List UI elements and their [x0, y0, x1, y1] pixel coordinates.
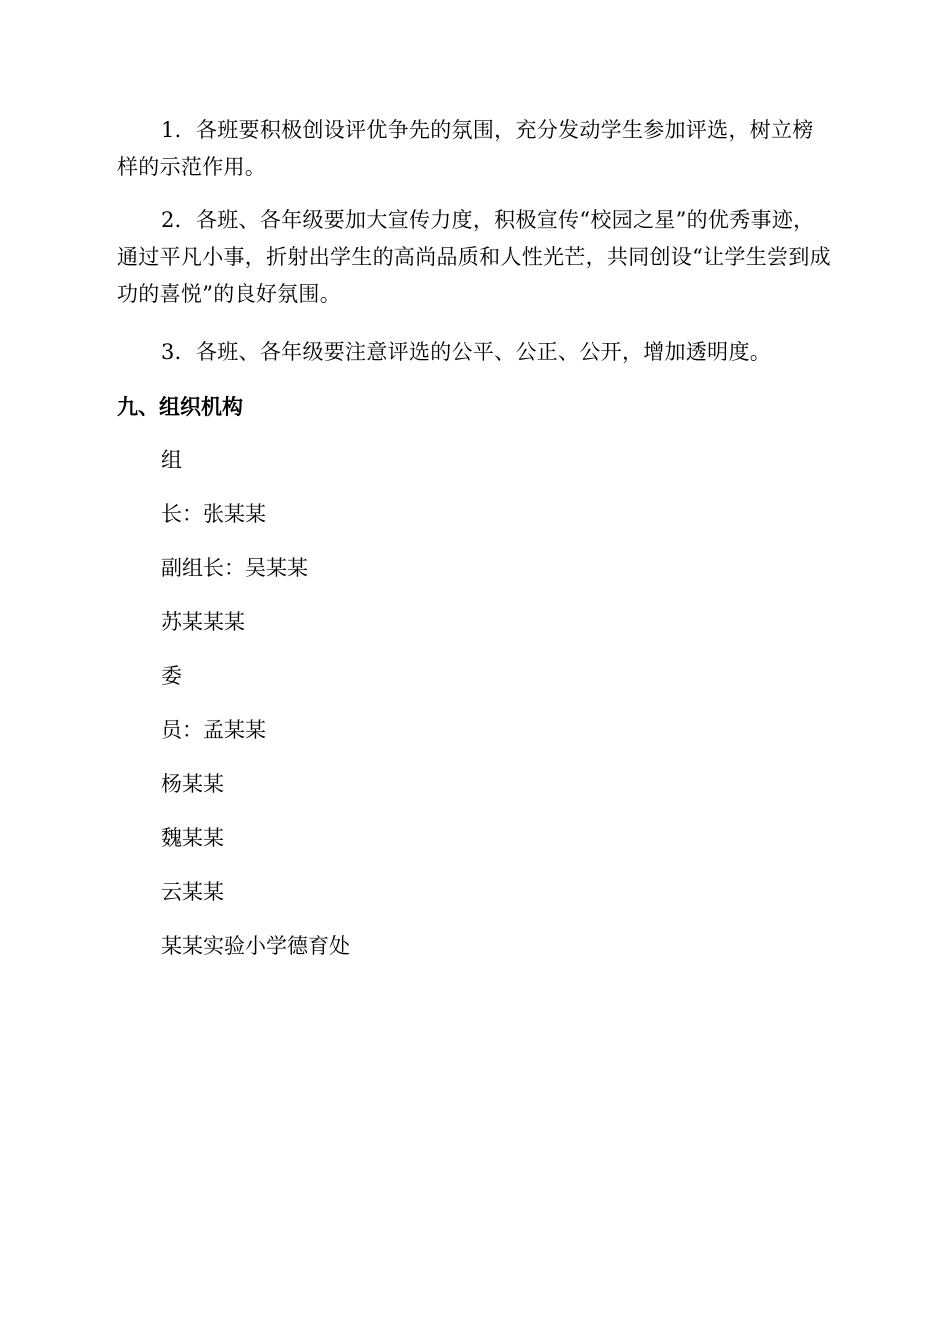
org-line-member-4: 云某某 [161, 880, 224, 904]
org-line-member-3: 魏某某 [161, 826, 224, 850]
org-line-leader: 长：张某某 [161, 502, 266, 526]
org-line-member-2: 杨某某 [161, 772, 224, 796]
section-heading: 九、组织机构 [117, 395, 243, 419]
org-line-group-label: 组 [161, 448, 182, 472]
paragraph-1: 1．各班要积极创设评优争先的氛围，充分发动学生参加评选，树立榜样的示范作用。 [117, 118, 814, 179]
org-line-deputy-member: 苏某某某 [161, 610, 245, 634]
paragraph-3: 3．各班、各年级要注意评选的公平、公正、公开，增加透明度。 [161, 340, 772, 364]
org-line-signature: 某某实验小学德育处 [161, 934, 350, 958]
paragraph-2: 2．各班、各年级要加大宣传力度，积极宣传“校园之星”的优秀事迹，通过平凡小事，折射出学生的高尚品质和人性光芒，共同创设“让学生尝到成功的喜悦”的良好氛围。 [117, 208, 831, 306]
org-line-deputy-leader: 副组长：吴某某 [161, 556, 308, 580]
org-line-member-1: 员：孟某某 [161, 718, 266, 742]
org-line-committee-label: 委 [161, 664, 182, 688]
